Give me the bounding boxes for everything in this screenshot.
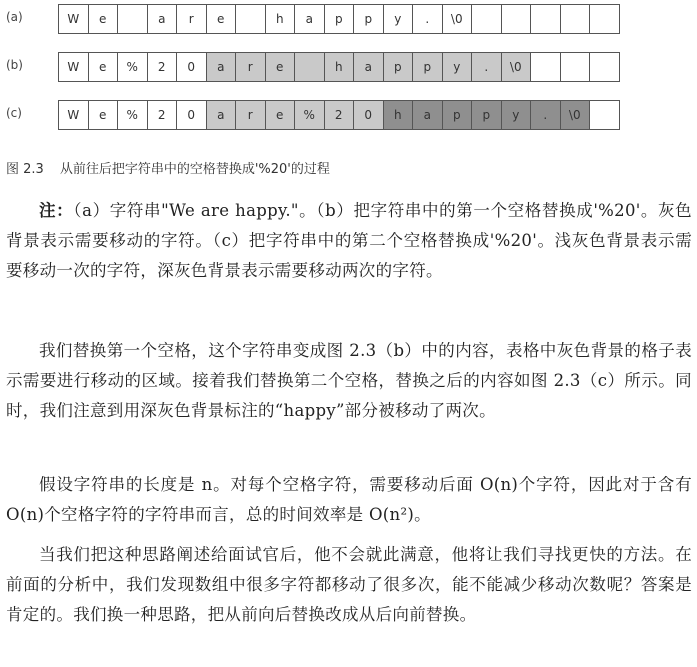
caption-number: 图 2.3 (6, 162, 44, 177)
note-text: （a）字符串"We are happy."。（b）把字符串中的第一个空格替换成'%20'。灰色背景表示需要移动的字符。（c）把字符串中的第二个空格替换成'%20'。浅灰色背景表示需要移动一次的字符，深灰色背景表示需要移动两次的字符。 (6, 201, 692, 280)
paragraph-text: 我们替换第一个空格，这个字符串变成图 2.3（b）中的内容，表格中灰色背景的格子表示需要进行移动的区域。接着我们替换第二个空格，替换之后的内容如图 2.3（c）所示。同时，我们注意到用深灰色背景标注的“happy”部分被移动了两次。 (6, 341, 692, 420)
char-cell: p (325, 5, 355, 33)
char-cell: y (502, 101, 532, 129)
char-cell: W (59, 101, 89, 129)
char-cell: h (266, 5, 296, 33)
char-cell (502, 5, 532, 33)
char-cell (561, 53, 591, 81)
char-cell (590, 53, 620, 81)
paragraph-text: 当我们把这种思路阐述给面试官后，他不会就此满意，他将让我们寻找更快的方法。在前面的分析中，我们发现数组中很多字符都移动了很多次，能不能减少移动次数呢？答案是肯定的。我们换一种思路，把从前向后替换改成从后向前替换。 (6, 545, 692, 624)
char-cell: a (207, 101, 237, 129)
char-cell: a (148, 5, 178, 33)
char-cell (590, 5, 620, 33)
char-cell: e (89, 53, 119, 81)
char-cell: . (413, 5, 443, 33)
char-cell: p (472, 101, 502, 129)
char-cell (531, 5, 561, 33)
row-cells (58, 52, 620, 82)
char-cell (472, 5, 502, 33)
char-cell: e (89, 101, 119, 129)
char-cell: 2 (148, 53, 178, 81)
body-paragraph-2 (6, 470, 692, 530)
char-cell: 2 (325, 101, 355, 129)
char-cell: r (177, 5, 207, 33)
note-paragraph (6, 196, 692, 286)
char-cell: a (295, 5, 325, 33)
note-label: 注： (39, 201, 74, 220)
paragraph-text: 假设字符串的长度是 n。对每个空格字符，需要移动后面 O(n)个字符，因此对于含有 O(n)个空格字符的字符串而言，总的时间效率是 O(n²)。 (6, 475, 692, 524)
char-cell (295, 53, 325, 81)
char-cell (590, 101, 620, 129)
char-cell: p (384, 53, 414, 81)
char-cell: a (207, 53, 237, 81)
char-cell: h (325, 53, 355, 81)
char-cell: \0 (443, 5, 473, 33)
char-cell: y (384, 5, 414, 33)
char-cell: r (236, 101, 266, 129)
char-cell: a (413, 101, 443, 129)
char-cell: 0 (177, 53, 207, 81)
char-cell (236, 5, 266, 33)
char-cell: h (384, 101, 414, 129)
note-block (6, 196, 692, 286)
char-cell: a (354, 53, 384, 81)
char-cell: % (118, 53, 148, 81)
figure-caption (6, 158, 330, 177)
char-cell: r (236, 53, 266, 81)
char-cell (118, 5, 148, 33)
char-cell: y (443, 53, 473, 81)
row-label: (a) (6, 10, 23, 24)
char-cell: p (354, 5, 384, 33)
char-cell: 0 (354, 101, 384, 129)
body-paragraph-3 (6, 540, 692, 630)
caption-title: 从前往后把字符串中的空格替换成'%20'的过程 (59, 162, 330, 177)
char-cell: p (443, 101, 473, 129)
char-cell: \0 (502, 53, 532, 81)
char-cell: % (118, 101, 148, 129)
row-label: (b) (6, 58, 23, 72)
char-cell: . (472, 53, 502, 81)
char-cell: e (207, 5, 237, 33)
char-cell (561, 5, 591, 33)
char-cell: % (295, 101, 325, 129)
char-cell: e (266, 53, 296, 81)
char-cell: W (59, 53, 89, 81)
char-cell: 0 (177, 101, 207, 129)
body-paragraph-1 (6, 336, 692, 426)
row-label: (c) (6, 106, 22, 120)
char-cell: p (413, 53, 443, 81)
char-cell: \0 (561, 101, 591, 129)
char-cell: W (59, 5, 89, 33)
char-cell: . (531, 101, 561, 129)
char-cell: 2 (148, 101, 178, 129)
char-cell: e (266, 101, 296, 129)
row-cells (58, 4, 620, 34)
row-cells (58, 100, 620, 130)
char-cell: e (89, 5, 119, 33)
char-cell (531, 53, 561, 81)
